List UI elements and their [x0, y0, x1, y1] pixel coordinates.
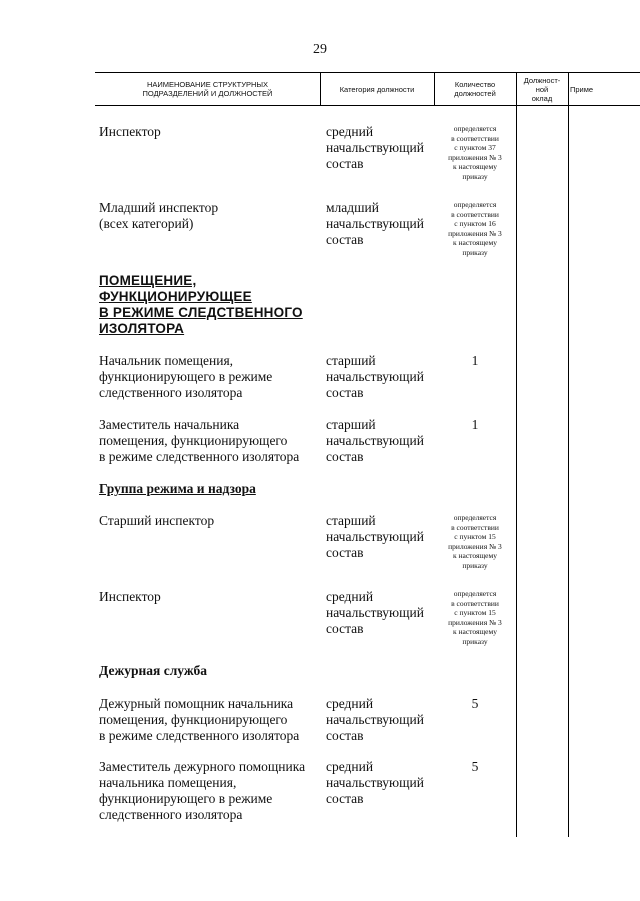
position-category: старший начальствующий состав [326, 417, 424, 464]
position-quantity: 5 [471, 696, 479, 711]
position-name: Старший инспектор [99, 513, 215, 528]
header-bottom-rule [95, 105, 640, 106]
header-category: Категория должности [339, 84, 415, 94]
position-category: младший начальствующий состав [326, 200, 424, 247]
header-quantity: Количество должностей [454, 80, 496, 98]
position-category: старший начальствующий состав [326, 513, 424, 560]
position-category: средний начальствующий состав [326, 124, 424, 171]
position-quantity: определяется в соответствии с пунктом 15 приложения № 3 к настоящему приказу [448, 513, 502, 570]
position-quantity: определяется в соответствии с пунктом 15 приложения № 3 к настоящему приказу [448, 589, 502, 646]
position-name: Дежурный помощник начальника помещения, функционирующего в режиме следственного изолятора [99, 696, 300, 743]
section-heading: ПОМЕЩЕНИЕ, ФУНКЦИОНИРУЮЩЕЕ В РЕЖИМЕ СЛЕДСТВЕННОГО ИЗОЛЯТОРА [99, 273, 303, 336]
subsection-heading: Группа режима и надзора [99, 481, 256, 496]
position-quantity: 1 [471, 353, 479, 368]
header-salary: Должност- ной оклад [523, 75, 561, 103]
page-number: 29 [313, 42, 327, 57]
position-name: Инспектор [99, 124, 161, 139]
position-name: Младший инспектор (всех категорий) [99, 200, 219, 231]
position-quantity: 1 [471, 417, 479, 432]
position-category: средний начальствующий состав [326, 759, 424, 806]
position-name: Заместитель начальника помещения, функционирующего в режиме следственного изолятора [99, 417, 300, 464]
position-category: средний начальствующий состав [326, 589, 424, 636]
position-quantity: 5 [471, 759, 479, 774]
position-category: старший начальствующий состав [326, 353, 424, 400]
position-quantity: определяется в соответствии с пунктом 16 приложения № 3 к настоящему приказу [448, 200, 502, 257]
column-divider [568, 72, 569, 837]
header-name: НАИМЕНОВАНИЕ СТРУКТУРНЫХ ПОДРАЗДЕЛЕНИЙ И ДОЛЖНОСТЕЙ [142, 80, 273, 98]
subsection-heading: Дежурная служба [99, 663, 207, 678]
position-name: Заместитель дежурного помощника начальника помещения, функционирующего в режиме следственного изолятора [99, 759, 306, 822]
column-divider [516, 72, 517, 837]
header-note: Приме [570, 84, 594, 94]
position-name: Начальник помещения, функционирующего в режиме следственного изолятора [99, 353, 273, 400]
position-category: средний начальствующий состав [326, 696, 424, 743]
position-quantity: определяется в соответствии с пунктом 37 приложения № 3 к настоящему приказу [448, 124, 502, 181]
position-name: Инспектор [99, 589, 161, 604]
